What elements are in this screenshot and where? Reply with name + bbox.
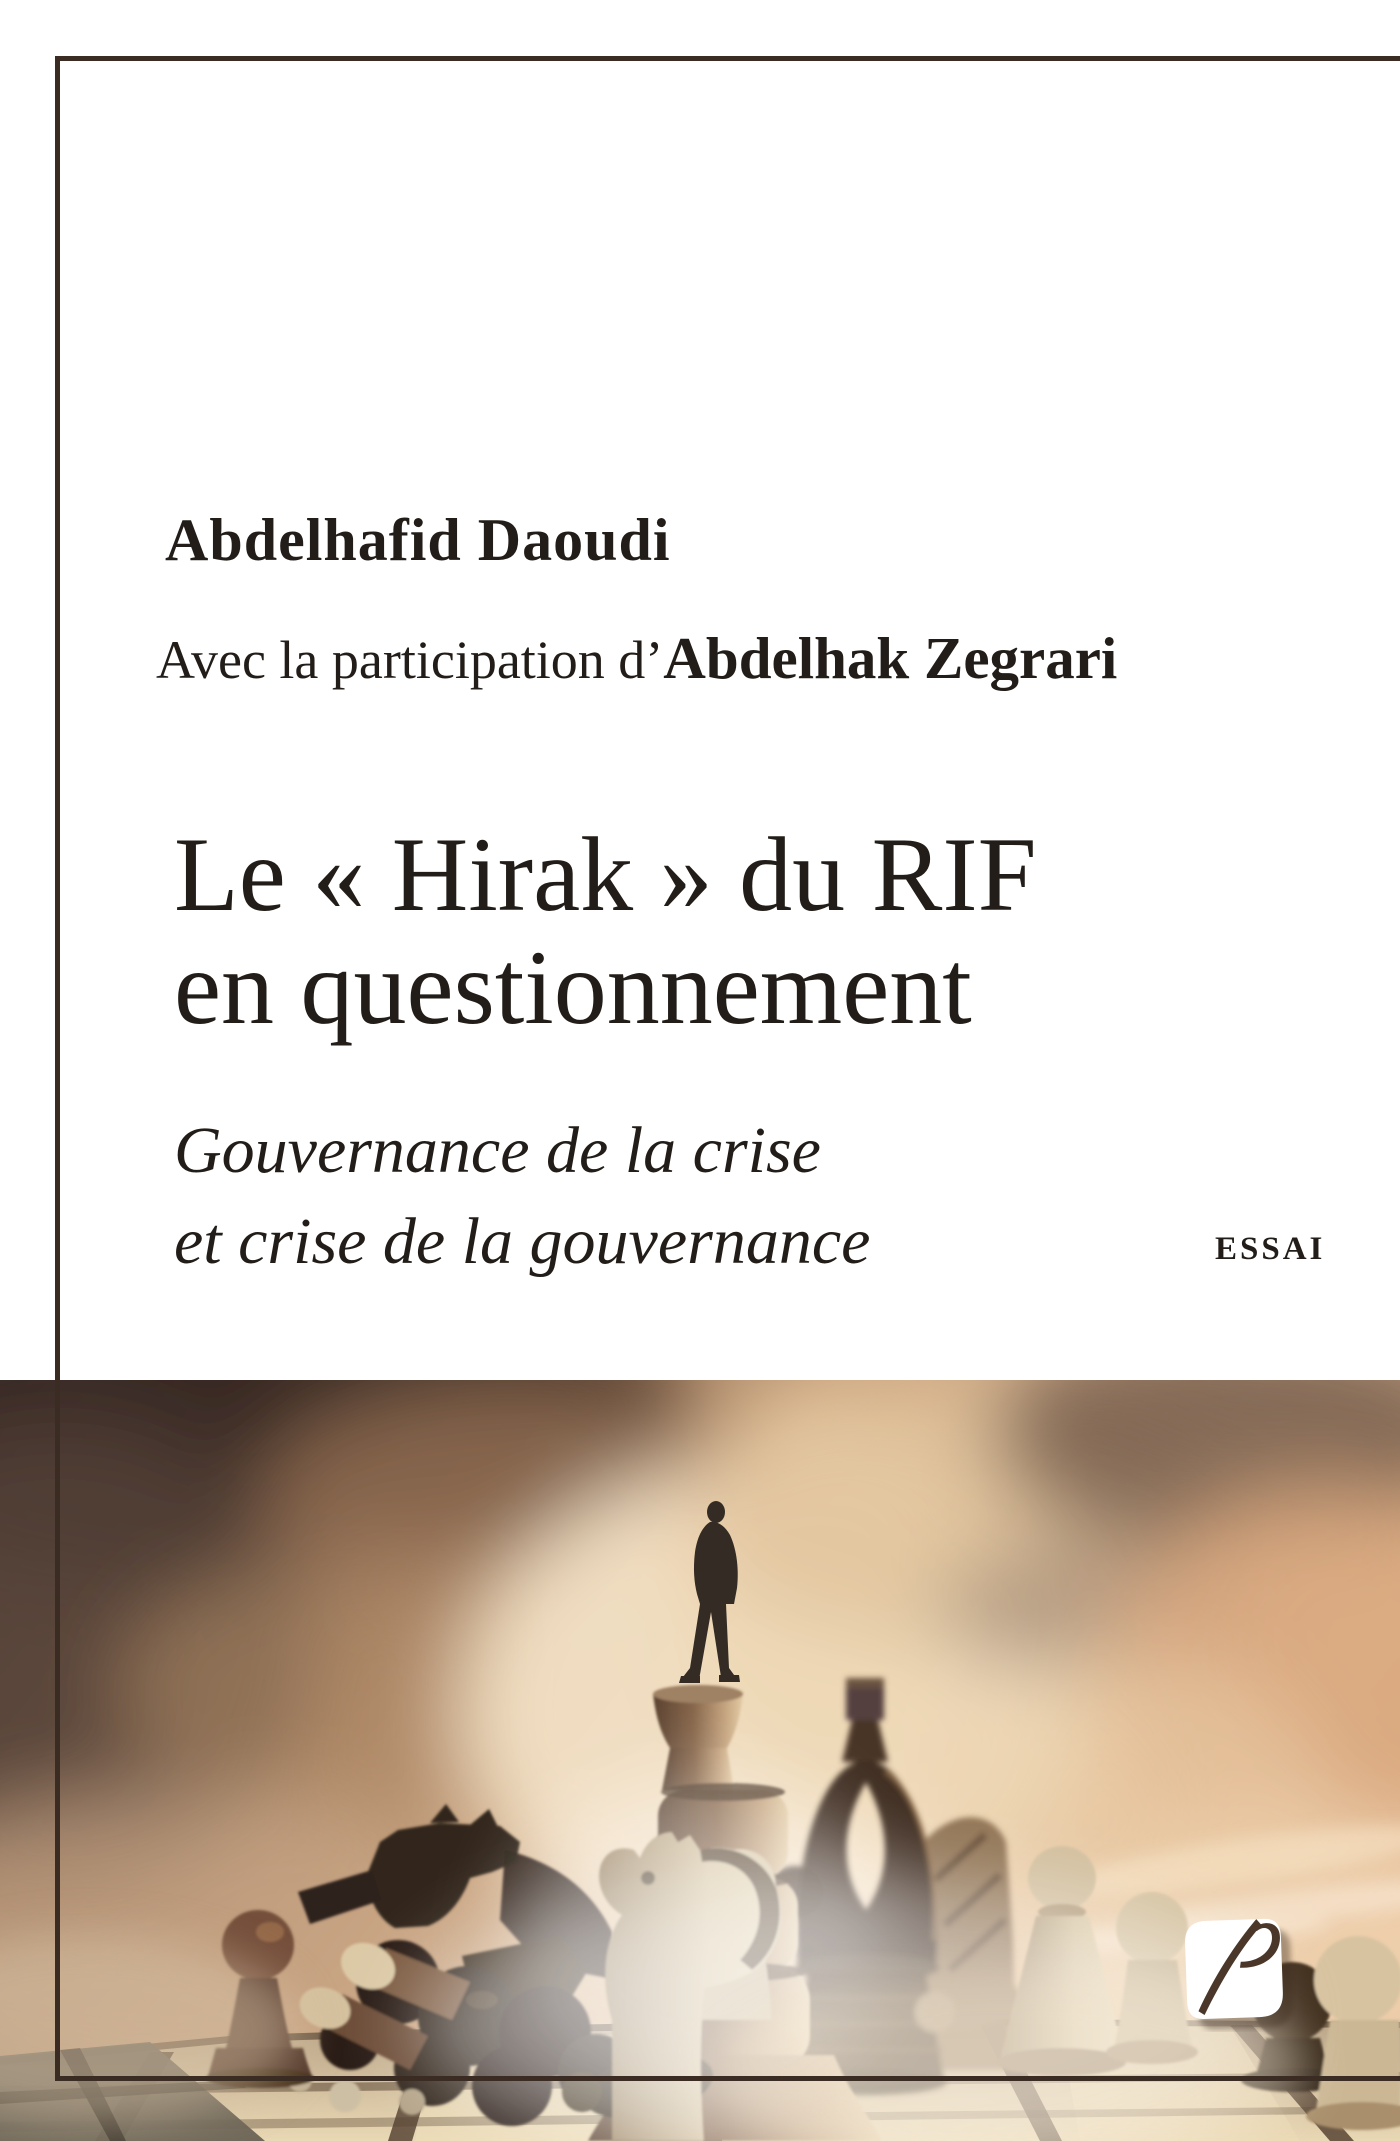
frame-rule-left bbox=[55, 56, 60, 2081]
title-line-1: Le « Hirak » du RIF bbox=[174, 816, 1037, 933]
title-line-2: en questionnement bbox=[174, 929, 972, 1046]
subtitle-line-1: Gouvernance de la crise bbox=[174, 1114, 821, 1187]
participation-author: Abdelhak Zegrari bbox=[663, 625, 1118, 691]
frame-rule-top bbox=[55, 56, 1400, 61]
book-title bbox=[174, 818, 1037, 1044]
subtitle-line-2: et crise de la gouvernance bbox=[174, 1205, 871, 1278]
frame-rule-bottom bbox=[55, 2076, 1400, 2081]
pantheon-p-monogram-icon bbox=[1170, 1908, 1296, 2032]
book-subtitle bbox=[174, 1105, 870, 1287]
publisher-logo bbox=[1170, 1908, 1296, 2032]
participation-prefix: Avec la participation d’ bbox=[156, 630, 664, 690]
author-name: Abdelhafid Daoudi bbox=[165, 507, 671, 573]
genre-label: ESSAI bbox=[1215, 1231, 1326, 1267]
participation-line bbox=[156, 625, 1118, 691]
